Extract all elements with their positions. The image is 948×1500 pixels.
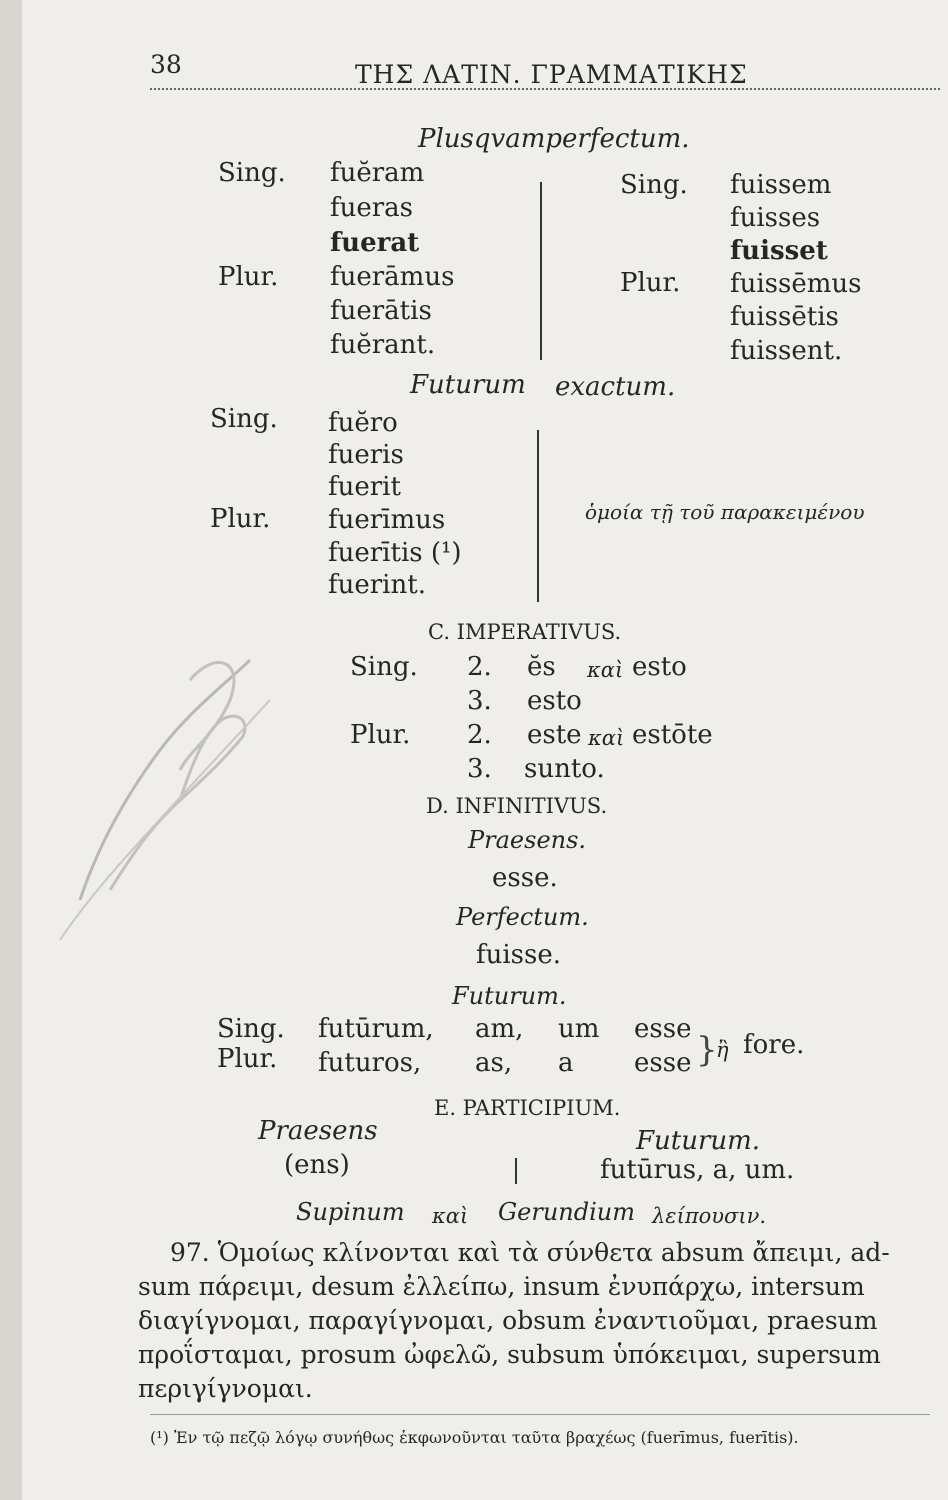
column-divider	[537, 430, 539, 602]
section-title-imperativus: C. IMPERATIVUS.	[428, 620, 622, 644]
form: esse	[634, 1014, 692, 1044]
label-plur: Plur.	[218, 262, 279, 292]
form: este	[527, 720, 582, 750]
form: am,	[475, 1014, 524, 1044]
form: fuerīmus	[328, 505, 446, 535]
subsection-perfectum: Perfectum.	[456, 903, 589, 931]
form: fuĕram	[330, 158, 425, 188]
footnote-rule	[150, 1414, 930, 1415]
form: ĕs	[527, 652, 556, 682]
section-title-exactum: exactum.	[555, 372, 676, 402]
column-divider	[515, 1158, 517, 1184]
paragraph-line: προΐσταμαι, prosum ὠφελῶ, subsum ὑπόκειμαι, supersum	[138, 1340, 881, 1369]
page-fold-shadow	[0, 0, 22, 1500]
person-number: 3.	[467, 686, 492, 716]
form: esse.	[492, 863, 558, 893]
brace: }	[696, 1030, 718, 1070]
label-sing: Sing.	[218, 158, 286, 188]
label-sing: Sing.	[217, 1014, 285, 1044]
label-sing: Sing.	[620, 170, 688, 200]
label-plur: Plur.	[217, 1044, 278, 1074]
form: sunto.	[524, 754, 605, 784]
section-title-plusquamperfectum: Plusqvamperfectum.	[418, 124, 690, 154]
form: fuĕro	[328, 408, 398, 438]
greek-text: λείπουσιν.	[652, 1204, 767, 1228]
paragraph-line: διαγίγνομαι, παραγίγνομαι, obsum ἐναντιοῦμαι, praesum	[138, 1306, 878, 1335]
form: futūrum,	[318, 1014, 434, 1044]
subsection-futurum: Futurum.	[452, 982, 567, 1010]
form: fuerint.	[328, 570, 426, 600]
form: fuissēmus	[730, 269, 862, 299]
form: fuisses	[730, 203, 821, 233]
form: fueras	[330, 193, 414, 223]
paragraph-line: περιγίγνομαι.	[138, 1374, 313, 1403]
paragraph-line: 97. Ὁμοίως κλίνονται καὶ τὰ σύνθετα absum ἄπειμι, ad-	[170, 1238, 890, 1267]
section-title-participium: E. PARTICIPIUM.	[434, 1096, 621, 1120]
form-alt: estōte	[632, 720, 713, 750]
form: fuissētis	[730, 302, 839, 332]
page-number: 38	[150, 50, 182, 79]
footnote: (¹) Ἐν τῷ πεζῷ λόγῳ συνήθως ἐκφωνοῦνται ταῦτα βραχέως (fuerīmus, fuerītis).	[150, 1428, 799, 1447]
section-title-infinitivus: D. INFINITIVUS.	[426, 794, 608, 818]
form: (ens)	[284, 1150, 350, 1180]
form: fuisse.	[476, 940, 562, 970]
supinum-label: Supinum	[296, 1198, 405, 1226]
conj-kai: καὶ	[588, 726, 625, 750]
form-alt: esto	[632, 652, 687, 682]
subsection-praesens: Praesens.	[468, 826, 587, 854]
person-number: 3.	[467, 754, 492, 784]
column-divider	[540, 182, 542, 360]
label-plur: Plur.	[620, 268, 681, 298]
conj-kai: καὶ	[432, 1204, 469, 1228]
gerundium-label: Gerundium	[498, 1198, 636, 1226]
form: a	[558, 1048, 574, 1078]
paragraph-line: sum πάρειμι, desum ἐλλείπω, insum ἐνυπάρχω, intersum	[138, 1272, 865, 1301]
person-number: 2.	[467, 720, 492, 750]
conj-eta: ἢ	[716, 1038, 729, 1062]
form: esse	[634, 1048, 692, 1078]
form: fueris	[328, 440, 404, 470]
form: esto	[527, 686, 582, 716]
form: fuĕrant.	[330, 330, 436, 360]
form: um	[558, 1014, 600, 1044]
label-plur: Plur.	[350, 720, 411, 750]
label-sing: Sing.	[350, 652, 418, 682]
form: futūrus, a, um.	[600, 1155, 795, 1185]
form: fuerat	[330, 228, 420, 258]
running-title: ΤΗΣ ΛΑΤΙΝ. ΓΡΑΜΜΑΤΙΚΗΣ	[355, 60, 748, 89]
subsection-praesens: Praesens	[258, 1116, 378, 1146]
header-rule	[150, 88, 940, 96]
label-plur: Plur.	[210, 504, 271, 534]
form: fuerītis (¹)	[328, 538, 462, 568]
section-title-futurum: Futurum	[410, 370, 526, 400]
subsection-futurum: Futurum.	[636, 1126, 761, 1156]
handwritten-signature	[40, 640, 280, 940]
form: fuerāmus	[330, 262, 455, 292]
form: fuerātis	[330, 296, 432, 326]
form: futuros,	[318, 1048, 422, 1078]
form: fuissent.	[730, 336, 843, 366]
label-sing: Sing.	[210, 404, 278, 434]
person-number: 2.	[467, 652, 492, 682]
handwritten-note: ὁμοία τῇ τοῦ παρακειμένου	[585, 500, 865, 524]
form: as,	[475, 1048, 513, 1078]
form: fuerit	[328, 472, 401, 502]
form: fore.	[743, 1030, 805, 1060]
form: fuisset	[730, 236, 828, 266]
conj-kai: καὶ	[587, 658, 624, 682]
form: fuissem	[730, 170, 832, 200]
